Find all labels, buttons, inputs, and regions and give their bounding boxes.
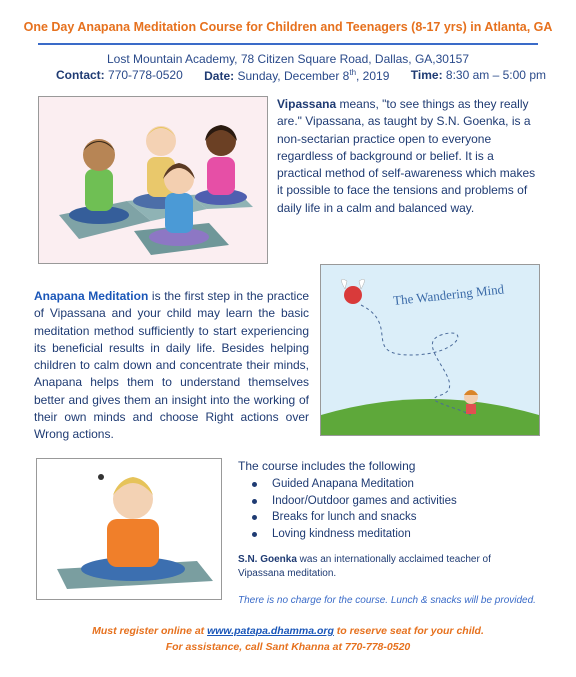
wandering-mind-illustration	[320, 264, 540, 436]
children-meditating-illustration	[38, 96, 268, 264]
list-item: Loving kindness meditation	[240, 526, 457, 543]
wandering-mind-title: The Wandering Mind	[392, 281, 505, 308]
list-item: Indoor/Outdoor games and activities	[240, 493, 457, 510]
contact-line	[56, 68, 546, 83]
course-intro: The course includes the following	[238, 459, 416, 473]
date-label: Date:	[204, 69, 235, 83]
goenka-name: S.N. Goenka	[238, 554, 297, 565]
register-link[interactable]: www.patapa.dhamma.org	[207, 625, 334, 637]
time-value: 8:30 am – 5:00 pm	[445, 68, 546, 82]
no-charge-note: There is no charge for the course. Lunch & snacks will be provided.	[238, 595, 536, 606]
register-pre: Must register online at	[92, 625, 208, 637]
boy-meditating-art	[37, 459, 221, 599]
boy-meditating-illustration	[36, 458, 222, 600]
date-sup: th	[349, 68, 357, 77]
course-list	[240, 476, 457, 542]
goenka-note	[238, 553, 528, 581]
contact-info	[56, 68, 183, 83]
page-title: One Day Anapana Meditation Course for Children and Teenagers (8-17 yrs) in Atlanta, GA	[23, 20, 553, 34]
date-value-pre: Sunday, December 8	[237, 69, 350, 83]
header-divider	[38, 43, 538, 45]
list-item: Guided Anapana Meditation	[240, 476, 457, 493]
time-label: Time:	[410, 68, 443, 82]
children-meditating-art	[39, 97, 267, 263]
wandering-mind-art	[321, 265, 539, 435]
vipassana-term: Vipassana	[277, 97, 337, 111]
assistance-line: For assistance, call Sant Khanna at 770-778-0520	[165, 641, 411, 653]
time-info	[411, 68, 546, 83]
date-info	[204, 68, 389, 83]
date-value-post: , 2019	[356, 69, 390, 83]
anapana-text: is the first step in the practice of Vipassana and your child may learn the basic meditation method sufficiently to start experiencing its beneficial results in daily life. Besides helping children to calm down and concentrate their minds, Anapana helps them to understand themselves better and gives them an insight into the working of their own minds and choose Right actions over Wrong actions.	[34, 289, 309, 442]
venue-address: Lost Mountain Academy, 78 Citizen Square Road, Dallas, GA,30157	[107, 52, 469, 66]
anapana-paragraph	[34, 288, 309, 444]
list-item: Breaks for lunch and snacks	[240, 509, 457, 526]
anapana-term: Anapana Meditation	[34, 289, 149, 303]
goenka-text: was an internationally acclaimed teacher of Vipassana meditation.	[238, 554, 491, 579]
vipassana-text: means, "to see things as they really are." Vipassana, as taught by S.N. Goenka, is a non-sectarian practice open to everyone regardless of background or belief. It is a practical method of self-awareness which makes it possible to face the tensions and problems of daily life in a calm and balanced way.	[277, 97, 536, 215]
register-post: to reserve seat for your child.	[333, 625, 484, 637]
vipassana-paragraph	[277, 96, 539, 217]
register-line	[0, 625, 576, 637]
contact-label: Contact:	[56, 68, 105, 82]
contact-phone: 770-778-0520	[108, 68, 183, 82]
